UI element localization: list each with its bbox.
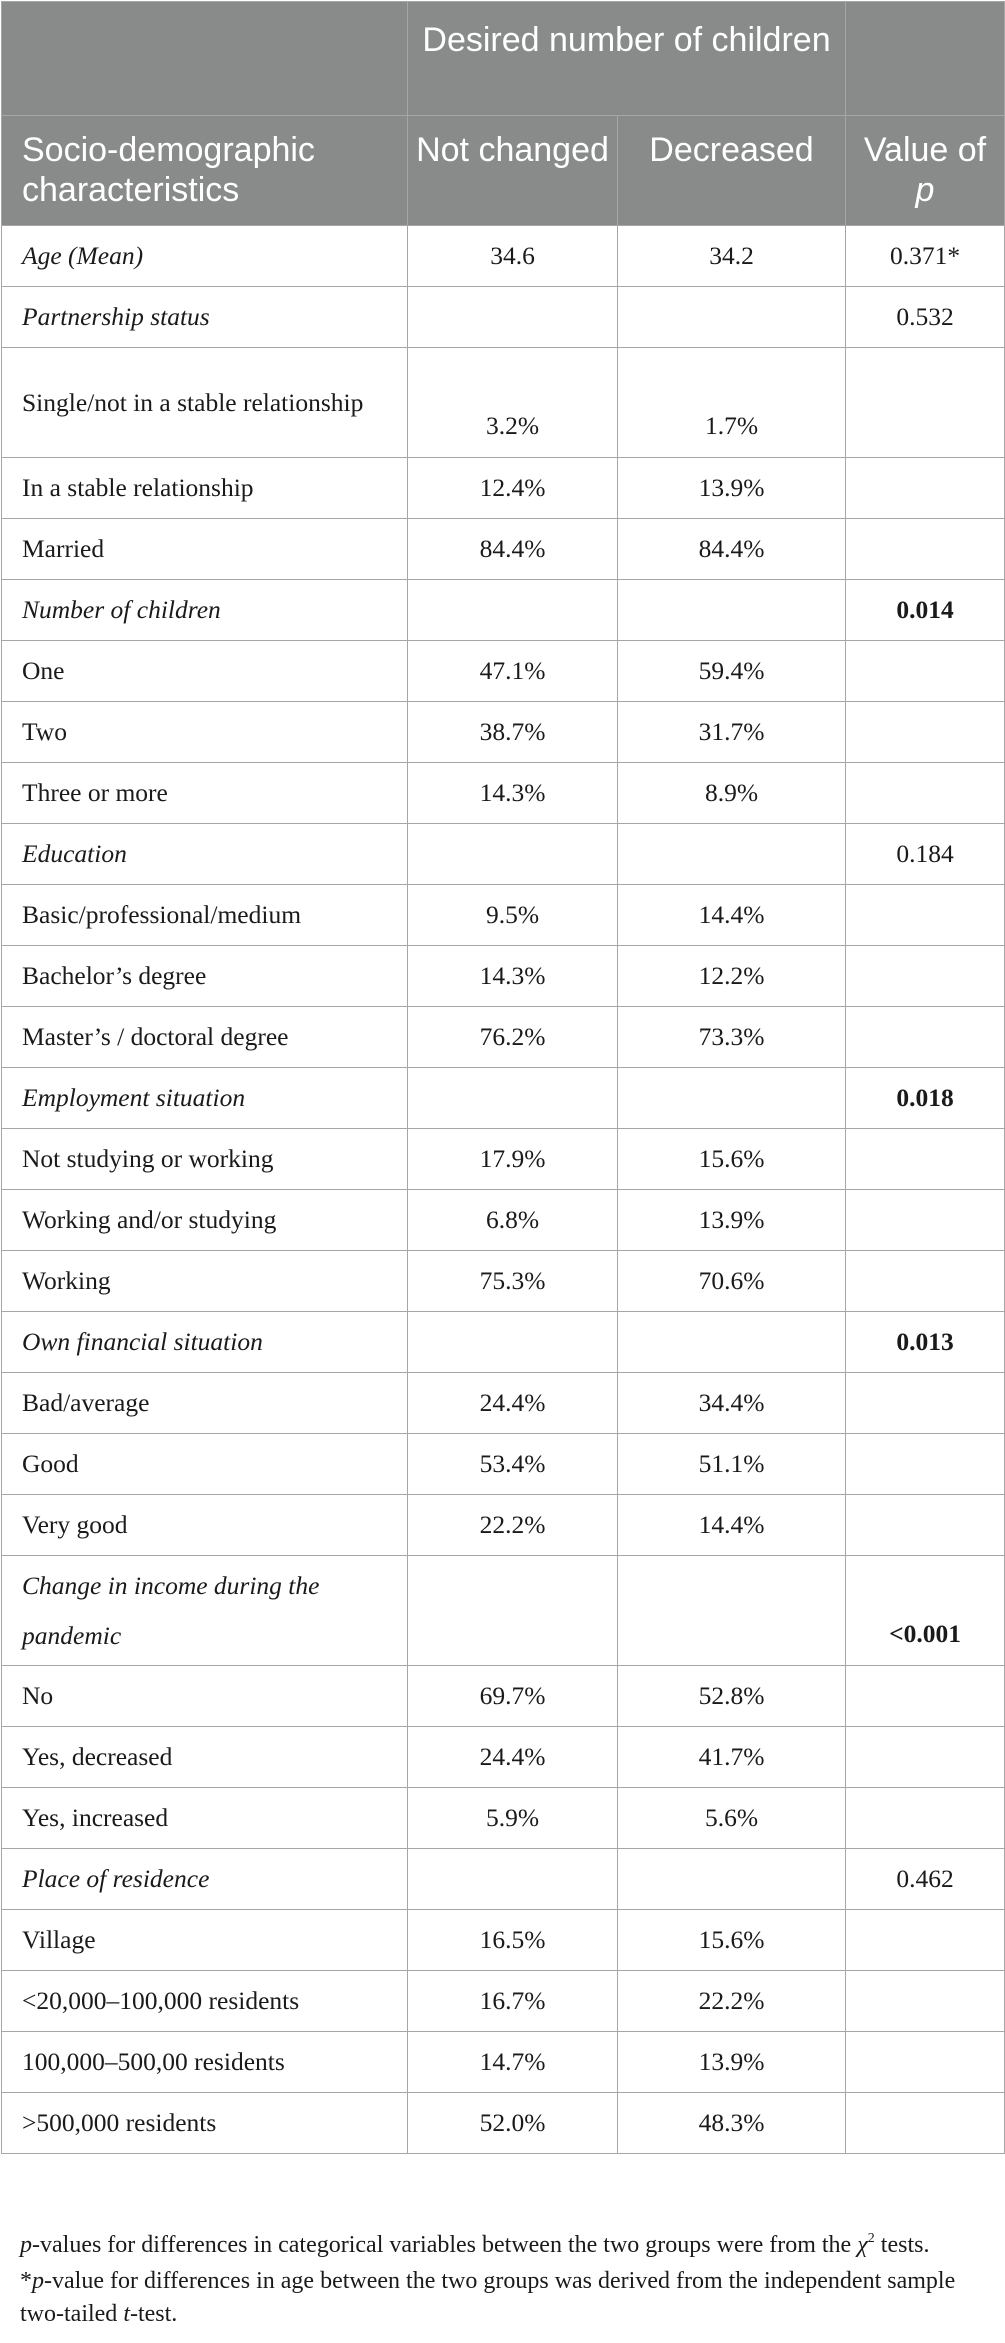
header-p-value — [846, 116, 1005, 226]
cell-p-value — [846, 946, 1005, 1007]
cell-characteristic: Two — [2, 702, 408, 763]
cell-characteristic: Bachelor’s degree — [2, 946, 408, 1007]
cell-characteristic: Yes, increased — [2, 1788, 408, 1849]
table-row — [2, 2032, 1005, 2093]
cell-p-value — [846, 1434, 1005, 1495]
cell-characteristic: Place of residence — [2, 1849, 408, 1910]
category-row — [2, 1849, 1005, 1910]
cell-p-value: 0.532 — [846, 287, 1005, 348]
header-row-columns — [2, 116, 1005, 226]
header-row-group — [2, 2, 1005, 116]
cell-characteristic: Married — [2, 519, 408, 580]
cell-p-value: 0.184 — [846, 824, 1005, 885]
cell-decreased: 84.4% — [618, 519, 846, 580]
table-row — [2, 1190, 1005, 1251]
cell-characteristic: Working — [2, 1251, 408, 1312]
cell-p-value — [846, 2093, 1005, 2154]
header-not-changed: Not changed — [408, 116, 618, 226]
cell-characteristic: One — [2, 641, 408, 702]
cell-decreased: 73.3% — [618, 1007, 846, 1068]
cell-characteristic: Education — [2, 824, 408, 885]
table-row — [2, 641, 1005, 702]
cell-decreased: 14.4% — [618, 1495, 846, 1556]
category-row — [2, 824, 1005, 885]
table-row — [2, 1666, 1005, 1727]
cell-p-value — [846, 1788, 1005, 1849]
cell-p-value: 0.371* — [846, 226, 1005, 287]
cell-decreased: 1.7% — [618, 348, 846, 458]
cell-decreased: 70.6% — [618, 1251, 846, 1312]
cell-characteristic: Employment situation — [2, 1068, 408, 1129]
cell-p-value — [846, 1251, 1005, 1312]
cell-p-value — [846, 1727, 1005, 1788]
cell-not-changed: 14.3% — [408, 763, 618, 824]
cell-p-value — [846, 641, 1005, 702]
footnote-t-test — [20, 2265, 995, 2331]
table-row — [2, 946, 1005, 1007]
footnote-text-1-end: tests. — [874, 2232, 930, 2258]
cell-not-changed: 47.1% — [408, 641, 618, 702]
table-row — [2, 1373, 1005, 1434]
cell-characteristic: In a stable relationship — [2, 458, 408, 519]
header-p-italic: p — [915, 171, 935, 209]
cell-not-changed: 14.7% — [408, 2032, 618, 2093]
cell-decreased — [618, 287, 846, 348]
cell-not-changed: 17.9% — [408, 1129, 618, 1190]
cell-not-changed — [408, 1849, 618, 1910]
category-row — [2, 580, 1005, 641]
cell-p-value — [846, 763, 1005, 824]
cell-characteristic: >500,000 residents — [2, 2093, 408, 2154]
footnote-chi-square — [20, 2229, 995, 2262]
header-empty-right — [846, 2, 1005, 116]
cell-decreased — [618, 1312, 846, 1373]
cell-decreased: 34.4% — [618, 1373, 846, 1434]
cell-decreased: 15.6% — [618, 1129, 846, 1190]
category-row — [2, 287, 1005, 348]
cell-decreased: 15.6% — [618, 1910, 846, 1971]
table-row — [2, 1788, 1005, 1849]
cell-characteristic: Good — [2, 1434, 408, 1495]
cell-decreased: 5.6% — [618, 1788, 846, 1849]
table-row — [2, 2093, 1005, 2154]
cell-characteristic: Master’s / doctoral degree — [2, 1007, 408, 1068]
cell-p-value: 0.018 — [846, 1068, 1005, 1129]
cell-p-value — [846, 702, 1005, 763]
cell-not-changed: 75.3% — [408, 1251, 618, 1312]
cell-not-changed: 38.7% — [408, 702, 618, 763]
cell-not-changed: 76.2% — [408, 1007, 618, 1068]
cell-decreased: 13.9% — [618, 458, 846, 519]
cell-characteristic: Age (Mean) — [2, 226, 408, 287]
cell-p-value — [846, 1373, 1005, 1434]
cell-decreased: 52.8% — [618, 1666, 846, 1727]
cell-not-changed: 3.2% — [408, 348, 618, 458]
cell-p-value — [846, 1129, 1005, 1190]
cell-decreased — [618, 1068, 846, 1129]
cell-decreased: 59.4% — [618, 641, 846, 702]
table-row — [2, 348, 1005, 458]
footnote-text-2: -value for differences in age between the two groups was derived from the independent sample two-tailed — [20, 2268, 956, 2327]
cell-characteristic: Village — [2, 1910, 408, 1971]
cell-characteristic: Own financial situation — [2, 1312, 408, 1373]
cell-not-changed: 6.8% — [408, 1190, 618, 1251]
cell-characteristic: Three or more — [2, 763, 408, 824]
header-characteristics: Socio-demographic characteristics — [2, 116, 408, 226]
cell-characteristic: Basic/professional/medium — [2, 885, 408, 946]
cell-not-changed — [408, 287, 618, 348]
table-row — [2, 1129, 1005, 1190]
cell-decreased: 13.9% — [618, 1190, 846, 1251]
cell-p-value: <0.001 — [846, 1556, 1005, 1666]
cell-decreased — [618, 580, 846, 641]
footnote-p-italic: p — [20, 2232, 32, 2258]
cell-decreased — [618, 824, 846, 885]
table-row — [2, 458, 1005, 519]
footnote-t-italic: t — [123, 2301, 130, 2327]
cell-not-changed: 24.4% — [408, 1373, 618, 1434]
cell-p-value: 0.013 — [846, 1312, 1005, 1373]
cell-characteristic: Change in income during the pandemic — [2, 1556, 408, 1666]
table-row — [2, 1727, 1005, 1788]
cell-p-value — [846, 885, 1005, 946]
cell-not-changed: 69.7% — [408, 1666, 618, 1727]
category-row — [2, 1312, 1005, 1373]
cell-characteristic: Single/not in a stable relationship — [2, 348, 408, 458]
cell-characteristic: <20,000–100,000 residents — [2, 1971, 408, 2032]
table-row — [2, 1007, 1005, 1068]
cell-not-changed: 84.4% — [408, 519, 618, 580]
cell-p-value — [846, 1495, 1005, 1556]
cell-decreased: 31.7% — [618, 702, 846, 763]
cell-not-changed: 16.7% — [408, 1971, 618, 2032]
category-row — [2, 1068, 1005, 1129]
cell-not-changed: 9.5% — [408, 885, 618, 946]
cell-p-value — [846, 1666, 1005, 1727]
footnote-chi-symbol: χ — [857, 2232, 868, 2258]
cell-not-changed: 24.4% — [408, 1727, 618, 1788]
characteristics-table — [1, 1, 1005, 2154]
table-row — [2, 1434, 1005, 1495]
cell-characteristic: 100,000–500,00 residents — [2, 2032, 408, 2093]
cell-decreased: 14.4% — [618, 885, 846, 946]
cell-characteristic: Number of children — [2, 580, 408, 641]
cell-not-changed — [408, 1068, 618, 1129]
header-empty-left — [2, 2, 408, 116]
table-row — [2, 885, 1005, 946]
table-row — [2, 1910, 1005, 1971]
cell-decreased: 22.2% — [618, 1971, 846, 2032]
cell-not-changed — [408, 580, 618, 641]
cell-decreased — [618, 1849, 846, 1910]
header-decreased: Decreased — [618, 116, 846, 226]
cell-characteristic: Bad/average — [2, 1373, 408, 1434]
cell-not-changed: 53.4% — [408, 1434, 618, 1495]
cell-characteristic: Partnership status — [2, 287, 408, 348]
cell-p-value — [846, 348, 1005, 458]
table-row — [2, 519, 1005, 580]
cell-characteristic: No — [2, 1666, 408, 1727]
cell-not-changed — [408, 1312, 618, 1373]
table-row — [2, 763, 1005, 824]
cell-p-value — [846, 1007, 1005, 1068]
cell-decreased: 8.9% — [618, 763, 846, 824]
table-row — [2, 226, 1005, 287]
table-row — [2, 702, 1005, 763]
cell-p-value — [846, 1190, 1005, 1251]
cell-decreased: 12.2% — [618, 946, 846, 1007]
cell-decreased: 48.3% — [618, 2093, 846, 2154]
cell-p-value: 0.462 — [846, 1849, 1005, 1910]
cell-decreased: 34.2 — [618, 226, 846, 287]
cell-p-value: 0.014 — [846, 580, 1005, 641]
cell-not-changed: 12.4% — [408, 458, 618, 519]
header-p-prefix: Value of — [863, 131, 987, 169]
cell-p-value — [846, 519, 1005, 580]
cell-not-changed: 14.3% — [408, 946, 618, 1007]
cell-characteristic: Working and/or studying — [2, 1190, 408, 1251]
cell-p-value — [846, 458, 1005, 519]
footnote-text-2-end: -test. — [129, 2301, 178, 2327]
cell-not-changed: 16.5% — [408, 1910, 618, 1971]
cell-decreased: 13.9% — [618, 2032, 846, 2093]
header-group-label: Desired number of children — [408, 2, 846, 116]
cell-not-changed — [408, 824, 618, 885]
table-row — [2, 1495, 1005, 1556]
cell-decreased: 41.7% — [618, 1727, 846, 1788]
cell-not-changed: 52.0% — [408, 2093, 618, 2154]
cell-characteristic: Not studying or working — [2, 1129, 408, 1190]
footnote-p2-italic: p — [32, 2268, 44, 2294]
footnote-star: * — [20, 2268, 32, 2294]
cell-not-changed: 22.2% — [408, 1495, 618, 1556]
cell-not-changed — [408, 1556, 618, 1666]
cell-p-value — [846, 1971, 1005, 2032]
cell-decreased: 51.1% — [618, 1434, 846, 1495]
table-body — [2, 226, 1005, 2154]
footnote-text-1: -values for differences in categorical variables between the two groups were from the — [32, 2232, 858, 2258]
cell-p-value — [846, 2032, 1005, 2093]
cell-decreased — [618, 1556, 846, 1666]
cell-p-value — [846, 1910, 1005, 1971]
cell-not-changed: 34.6 — [408, 226, 618, 287]
footnote-chi-exponent: 2 — [867, 2231, 875, 2246]
category-row — [2, 1556, 1005, 1666]
cell-not-changed: 5.9% — [408, 1788, 618, 1849]
cell-characteristic: Yes, decreased — [2, 1727, 408, 1788]
table-row — [2, 1971, 1005, 2032]
cell-characteristic: Very good — [2, 1495, 408, 1556]
table-row — [2, 1251, 1005, 1312]
